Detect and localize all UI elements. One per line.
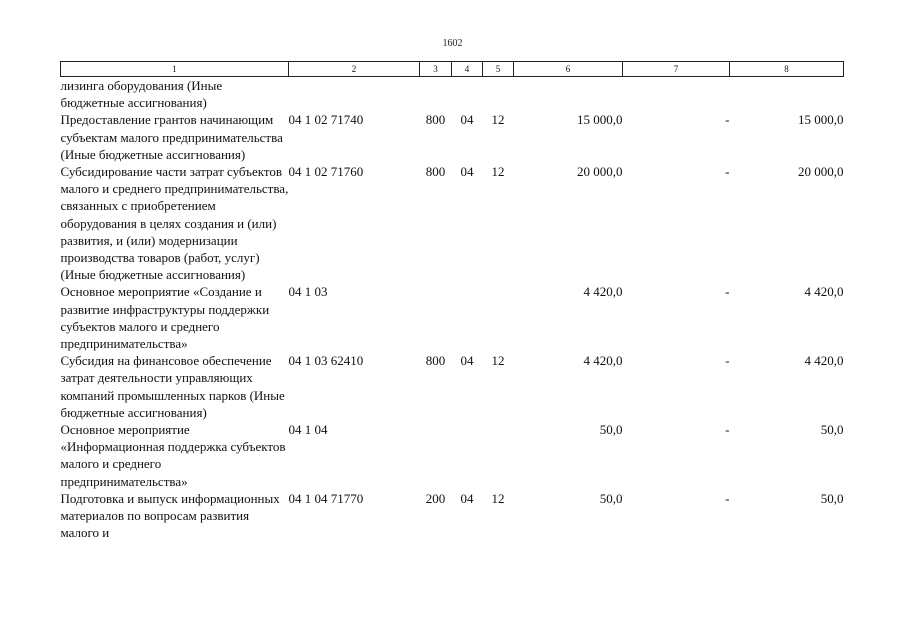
row-sum-1: 15 000,0 xyxy=(577,112,623,128)
header-col-3: 3 xyxy=(420,62,452,77)
row-sum-2: - xyxy=(725,490,730,506)
row-code: 04 1 03 62410 xyxy=(288,353,364,369)
row-total: 15 000,0 xyxy=(798,112,844,128)
table-row xyxy=(61,77,844,112)
table-row xyxy=(61,490,844,542)
row-rz: 04 xyxy=(460,164,474,180)
row-sum-2: - xyxy=(725,112,730,128)
table-row xyxy=(61,111,844,163)
page-number: 1602 xyxy=(442,38,463,49)
row-pr: 12 xyxy=(491,112,505,128)
row-total: 4 420,0 xyxy=(804,284,844,300)
row-name: Основное мероприятие «Информационная поддержка субъектов малого и среднего предпринимательства» xyxy=(60,422,286,489)
header-row xyxy=(61,62,844,77)
row-sum-1: 50,0 xyxy=(599,422,623,438)
row-name: Субсидия на финансовое обеспечение затрат деятельности управляющих компаний промышленных парков (Иные бюджетные ассигнования) xyxy=(60,353,285,420)
row-vr: 800 xyxy=(425,164,446,180)
row-name: лизинга оборудования (Иные бюджетные ассигнования) xyxy=(60,78,223,111)
row-vr: 800 xyxy=(425,353,446,369)
row-vr xyxy=(420,77,452,112)
row-rz: 04 xyxy=(460,112,474,128)
row-sum-1: 50,0 xyxy=(599,490,623,506)
row-pr: 12 xyxy=(491,353,505,369)
row-sum-2: - xyxy=(725,422,730,438)
row-code xyxy=(289,77,420,112)
row-name: Основное мероприятие «Создание и развитие инфраструктуры поддержки субъектов малого и среднего предпринимательства» xyxy=(60,284,270,352)
table-row xyxy=(61,421,844,490)
header-col-6: 6 xyxy=(514,62,623,77)
row-rz xyxy=(452,283,483,352)
row-vr: 200 xyxy=(425,490,446,506)
row-sum-1: 4 420,0 xyxy=(583,353,623,369)
row-total: 4 420,0 xyxy=(804,353,844,369)
header-col-8: 8 xyxy=(730,62,844,77)
row-pr: 12 xyxy=(491,164,505,180)
row-sum-2 xyxy=(623,77,730,112)
row-pr xyxy=(483,77,514,112)
row-sum-2: - xyxy=(725,164,730,180)
row-sum-1: 4 420,0 xyxy=(583,284,623,300)
row-sum-2: - xyxy=(725,353,730,369)
row-total: 20 000,0 xyxy=(798,164,844,180)
budget-table xyxy=(60,61,844,541)
row-total: 50,0 xyxy=(820,490,844,506)
row-rz xyxy=(452,77,483,112)
row-code: 04 1 04 71770 xyxy=(288,490,364,506)
row-rz: 04 xyxy=(460,353,474,369)
table-row xyxy=(61,163,844,283)
row-rz: 04 xyxy=(460,490,474,506)
row-code: 04 1 04 xyxy=(288,422,328,438)
table-row xyxy=(61,283,844,352)
row-total xyxy=(730,77,844,112)
header-col-1: 1 xyxy=(61,62,289,77)
header-col-7: 7 xyxy=(623,62,730,77)
row-name: Субсидирование части затрат субъектов малого и среднего предпринимательства, связанных с приобретением оборудования в целях создания и (или) развития, и (или) модернизации производства товаров (работ, услуг) (Иные бюджетные ассигнования) xyxy=(60,164,289,283)
row-vr xyxy=(420,283,452,352)
table-row xyxy=(61,352,844,421)
row-sum-1 xyxy=(514,77,623,112)
row-code: 04 1 02 71760 xyxy=(288,164,364,180)
row-code: 04 1 03 xyxy=(288,284,328,300)
row-total: 50,0 xyxy=(820,422,844,438)
header-col-4: 4 xyxy=(452,62,483,77)
row-sum-2: - xyxy=(725,284,730,300)
row-vr xyxy=(420,421,452,490)
row-pr xyxy=(483,421,514,490)
header-col-2: 2 xyxy=(289,62,420,77)
row-name: Предоставление грантов начинающим субъектам малого предпринимательства (Иные бюджетные ассигнования) xyxy=(60,112,283,162)
row-pr: 12 xyxy=(491,490,505,506)
row-pr xyxy=(483,283,514,352)
row-vr: 800 xyxy=(425,112,446,128)
row-rz xyxy=(452,421,483,490)
row-code: 04 1 02 71740 xyxy=(288,112,364,128)
header-col-5: 5 xyxy=(483,62,514,77)
row-sum-1: 20 000,0 xyxy=(577,164,623,180)
row-name: Подготовка и выпуск информационных материалов по вопросам развития малого и xyxy=(60,490,280,541)
